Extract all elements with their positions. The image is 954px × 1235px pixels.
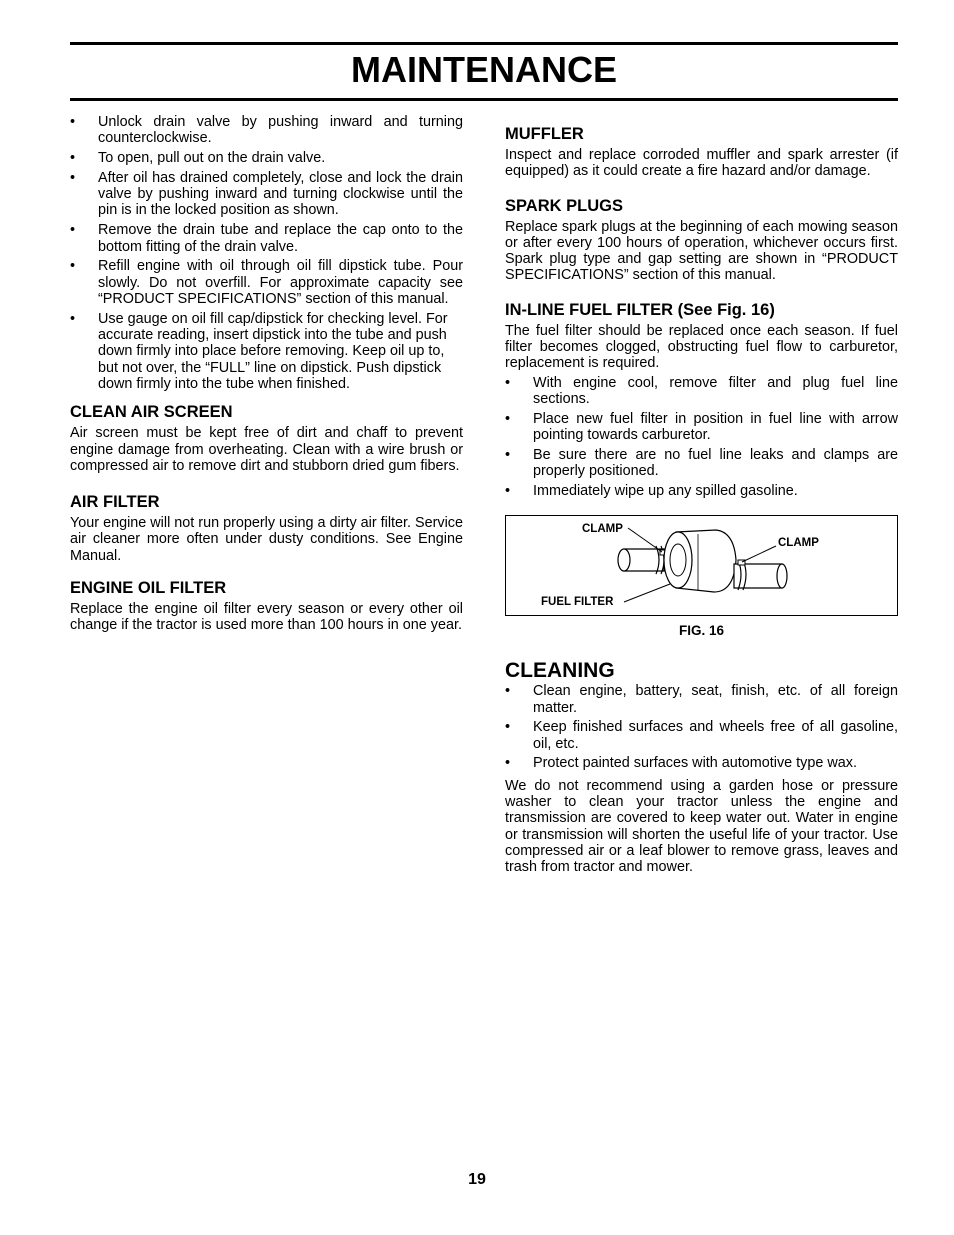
air-filter-text: Your engine will not run properly using a dirty air filter. Service air cleaner more often under dusty conditions. See Engine Manual. <box>70 515 464 564</box>
list-item: • After oil has drained completely, close and lock the drain valve by pushing inward and turning clockwise until the pin is in the locked position as shown. <box>70 169 463 219</box>
bullet-icon: • <box>505 446 511 463</box>
list-item: • Immediately wipe up any spilled gasoline. <box>505 482 798 499</box>
bullet-icon: • <box>505 719 511 736</box>
header-rule-top <box>70 42 898 45</box>
list-item: • Unlock drain valve by pushing inward and turning counterclockwise. <box>70 114 463 147</box>
list-item: • Use gauge on oil fill cap/dipstick for checking level. For accurate reading, insert dipstick into the tube and push down firmly into place before removing. Keep oil up to, but not over, the “FULL” line on dipstick. Push dipstick down firmly into the tube when finished. <box>70 310 448 392</box>
muffler-text: Inspect and replace corroded muffler and spark arrester (if equipped) as it could create a fire hazard and/or damage. <box>505 147 898 180</box>
bullet-icon: • <box>505 755 511 772</box>
fuel-filter-bullet-list <box>505 375 898 500</box>
fuel-filter-figure <box>505 515 898 616</box>
header-rule-bottom <box>70 98 898 101</box>
engine-oil-filter-heading: ENGINE OIL FILTER <box>70 579 227 598</box>
left-column <box>70 114 463 634</box>
oil-change-bullet-list <box>70 114 463 392</box>
bullet-icon: • <box>505 410 511 427</box>
list-item: • To open, pull out on the drain valve. <box>70 150 326 167</box>
bullet-icon: • <box>70 150 76 167</box>
spark-plugs-text: Replace spark plugs at the beginning of each mowing season or after every 100 hours of operation, whichever occurs first. Spark plug type and gap setting are shown in “PRODUCT SPECIFICATIONS” section of this manual. <box>505 218 898 284</box>
list-item: • Be sure there are no fuel line leaks and clamps are properly positioned. <box>505 446 898 480</box>
muffler-heading: MUFFLER <box>505 125 584 143</box>
fuel-filter-heading: IN-LINE FUEL FILTER (See Fig. 16) <box>505 300 775 319</box>
page-number: 19 <box>468 1171 486 1188</box>
air-filter-heading: AIR FILTER <box>70 493 160 512</box>
bullet-icon: • <box>505 482 511 499</box>
bullet-icon: • <box>70 114 76 130</box>
fuel-filter-text: The fuel filter should be replaced once each season. If fuel filter becomes clogged, obstructing fuel flow to carburetor, replacement is required. <box>505 322 898 372</box>
cleaning-text: We do not recommend using a garden hose or pressure washer to clean your tractor unless the engine and transmission are covered to keep water out. Water in engine or transmission will shorten the useful life of your tractor. Use compressed air or a leaf blower to remove grass, leaves and trash from tractor and mower. <box>505 777 898 876</box>
bullet-icon: • <box>505 683 511 700</box>
list-item: • Protect painted surfaces with automotive type wax. <box>505 755 857 772</box>
list-item: • Remove the drain tube and replace the cap onto to the bottom fitting of the drain valve. <box>70 222 463 255</box>
bullet-icon: • <box>70 169 76 186</box>
bullet-icon: • <box>70 310 76 327</box>
cleaning-bullet-list <box>505 683 898 771</box>
clamp-right-label: CLAMP <box>778 537 819 550</box>
cleaning-heading: CLEANING <box>505 659 615 683</box>
fuel-filter-label: FUEL FILTER <box>541 596 614 609</box>
list-item: • Refill engine with oil through oil fill dipstick tube. Pour slowly. Do not overfill. For approximate capacity see “PRODUCT SPECIFICATIONS” section of this manual. <box>70 258 463 307</box>
list-item: • With engine cool, remove filter and plug fuel line sections. <box>505 374 898 407</box>
clean-air-screen-heading: CLEAN AIR SCREEN <box>70 403 233 422</box>
bullet-icon: • <box>505 374 511 391</box>
clean-air-screen-text: Air screen must be kept free of dirt and chaff to prevent engine damage from overheating. Clean with a wire brush or compressed air to remove dirt and stubborn dried gum fibers. <box>70 425 463 474</box>
figure-caption: FIG. 16 <box>678 623 724 639</box>
engine-oil-filter-text: Replace the engine oil filter every season or every other oil change if the tractor is used more than 100 hours in one year. <box>70 601 463 634</box>
list-item: • Clean engine, battery, seat, finish, etc. of all foreign matter. <box>505 683 898 716</box>
page-title: MAINTENANCE <box>351 49 617 90</box>
bullet-icon: • <box>70 258 76 275</box>
list-item: • Keep finished surfaces and wheels free of all gasoline, oil, etc. <box>505 719 898 752</box>
clamp-left-label: CLAMP <box>582 523 623 536</box>
list-item: • Place new fuel filter in position in fuel line with arrow pointing towards carburetor. <box>505 410 898 444</box>
right-column <box>505 114 898 876</box>
spark-plugs-heading: SPARK PLUGS <box>505 196 623 215</box>
bullet-icon: • <box>70 222 76 239</box>
